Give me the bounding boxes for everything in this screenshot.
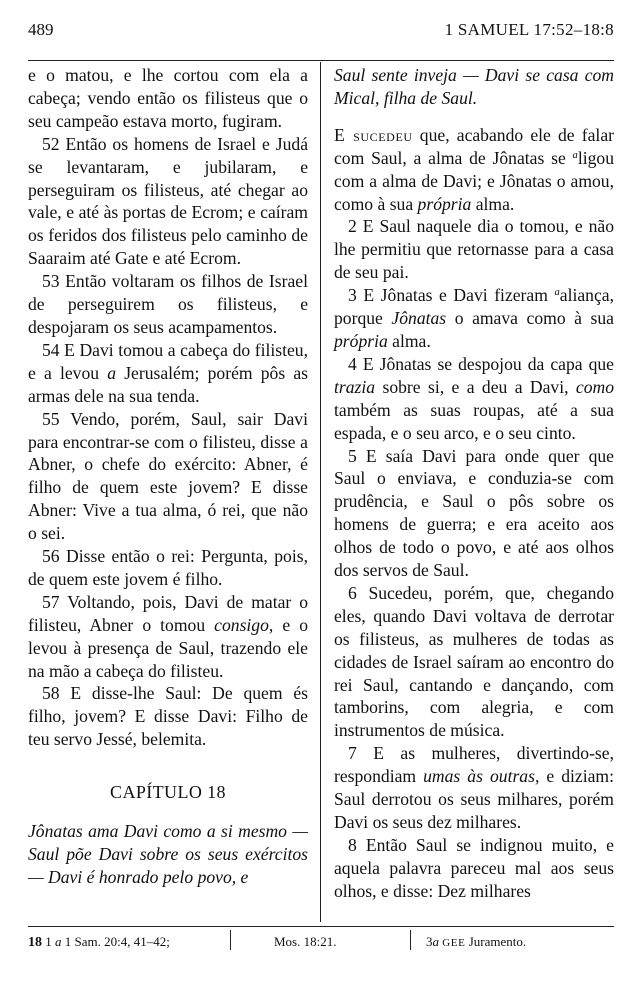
- verse-54-italic: a: [107, 362, 117, 383]
- verse-54: [28, 339, 308, 408]
- footnote-group-3: [426, 934, 526, 950]
- verse-1-text-a: que, acabando ele de falar com Saul, a alma de Jônatas se: [334, 124, 614, 168]
- footnote-verse-1: 1: [45, 934, 52, 949]
- verse-4-italic-1: trazia: [334, 376, 376, 397]
- verse-2: 2 E Saul naquele dia o tomou, e não lhe permitiu que retornasse para a casa de seu pai.: [334, 216, 614, 283]
- page-header: [28, 20, 614, 46]
- verse-54-text-a: 54 E Davi tomou a cabeça do filisteu, e a levou: [28, 339, 308, 383]
- verse-57-text-a: 57 Voltando, pois, Davi de matar o filisteu, Abner o tomou: [28, 591, 308, 635]
- verse-3-text-c: o amava como à sua: [446, 308, 614, 329]
- verse-7-italic: umas às outras,: [423, 766, 540, 787]
- verse-7-text-a: 7 E as mulheres, divertindo-se, respondiam: [334, 743, 614, 787]
- footnote-chapter: 18: [28, 935, 42, 950]
- running-head: 1 SAMUEL 17:52–18:8: [444, 20, 614, 39]
- verse-4-text-b: sobre si, e a deu a Davi,: [375, 376, 576, 397]
- verse-4-text-c: também as suas roupas, até a sua espada, e o seu arco, e o seu cinto.: [334, 399, 614, 443]
- column-divider: [320, 62, 321, 922]
- footnote-gee: GEE: [442, 937, 466, 949]
- verse-1-text-b: ligou com a alma de Davi; e Jônatas o amou, como à sua: [334, 147, 614, 214]
- chapter-summary-continuation: Saul sente inveja — Davi se casa com Mical, filha de Saul.: [334, 65, 614, 108]
- footnote-separator-1: [230, 930, 231, 950]
- verse-58: 58 E disse-lhe Saul: De quem és filho, jovem? E disse Davi: Filho de teu servo Jessé, belemita.: [28, 683, 308, 750]
- footnote-letter-3: a: [432, 934, 439, 949]
- chapter-heading: CAPÍTULO 18: [110, 782, 226, 803]
- verse-57: [28, 591, 308, 683]
- footer-rule: [28, 926, 614, 927]
- verse-3-text-a: 3 E Jônatas e Davi fizeram: [348, 285, 555, 306]
- footnote-letter-1: a: [55, 934, 62, 949]
- footnote-text-3[interactable]: Juramento.: [468, 934, 527, 949]
- chapter-summary: Jônatas ama Davi como a si mesmo — Saul põe Davi sobre os seus exércitos — Davi é honrado pelo povo, e: [28, 821, 308, 887]
- verse-5: 5 E saía Davi para onde quer que Saul o enviava, e conduzia-se com prudência, e Saul o pôs sobre os homens de guerra; e era aceito aos olhos de todo o povo, e até aos olhos dos servos de Saul.: [334, 445, 614, 581]
- verse-4-italic-2: como: [575, 376, 614, 397]
- verse-3-italic-2: própria: [334, 330, 388, 351]
- footnote-group-1: [28, 934, 170, 951]
- footnote-verse-3: 3: [426, 934, 433, 949]
- footnote-marker-3a[interactable]: a: [554, 287, 560, 299]
- verse-1: [334, 124, 614, 216]
- verse-7-text-b: e diziam: Saul derrotou os seus milhares, porém Davi os seus dez milhares.: [334, 766, 614, 832]
- verse-55: 55 Vendo, porém, Saul, sair Davi para encontrar-se com o filisteu, disse a Abner, o chefe do exército: Abner, é filho de quem este jovem? E disse Abner: Vive a tua alma, ó rei, que não o sei.: [28, 408, 308, 544]
- verse-4: [334, 353, 614, 445]
- verse-3-italic-1: Jônatas: [391, 308, 447, 329]
- verse-4-text-a: 4 E Jônatas se despojou da capa que: [348, 353, 614, 374]
- verse-3-text-b: aliança, porque: [334, 285, 614, 329]
- right-column: [334, 64, 614, 903]
- left-column: [28, 64, 308, 924]
- verse-56: 56 Disse então o rei: Pergunta, pois, de quem este jovem é filho.: [28, 546, 308, 589]
- verse-1-text-c: alma.: [471, 193, 515, 214]
- verse-3-text-d: alma.: [387, 330, 431, 351]
- verse-6: 6 Sucedeu, porém, que, chegando eles, quando Davi voltava de derrotar os filisteus, as mulheres de todas as cidades de Israel saíram ao encontro do rei Saul, cantando e dançando, com tamborins, com alegria, e com instrumentos de música.: [334, 582, 614, 741]
- verse-1-italic: própria: [417, 193, 472, 214]
- verse-54-text-b: Jerusalém; porém pôs as armas dele na sua tenda.: [28, 362, 309, 406]
- verse-53: 53 Então voltaram os filhos de Israel de perseguirem os filisteus, e despojaram os seus acampamentos.: [28, 271, 308, 337]
- verse-52: 52 Então os homens de Israel e Judá se levantaram, e jubilaram, e perseguiram os filisteus, até chegar ao vale, e até às portas de Ecrom; e caíram os feridos dos filisteus pelo caminho de Saaraim até Gate e até Ecrom.: [28, 133, 308, 269]
- footnote-text-1[interactable]: 1 Sam. 20:4, 41–42;: [64, 934, 170, 949]
- verse-3: [334, 284, 614, 353]
- page-number: 489: [28, 20, 54, 39]
- verse-8: 8 Então Saul se indignou muito, e aquela palavra pareceu mal aos seus olhos, e disse: Dez milhares: [334, 834, 614, 901]
- footnotes: [28, 930, 614, 958]
- verse-1-smallcaps: E sucedeu: [334, 124, 413, 145]
- verse-7: [334, 742, 614, 834]
- verse-57-text-b: e o levou à presença de Saul, trazendo ele na mão a cabeça do filisteu.: [28, 614, 308, 681]
- footnote-separator-2: [410, 930, 411, 950]
- verse-57-italic: consigo,: [214, 614, 274, 635]
- footnote-marker-1a[interactable]: a: [572, 149, 578, 161]
- header-rule: [28, 60, 614, 61]
- footnote-text-2[interactable]: Mos. 18:21.: [274, 934, 337, 949]
- verse-51-continuation: e o matou, e lhe cortou com ela a cabeça; vendo então os filisteus que o seu campeão estava morto, fugiram.: [28, 65, 308, 131]
